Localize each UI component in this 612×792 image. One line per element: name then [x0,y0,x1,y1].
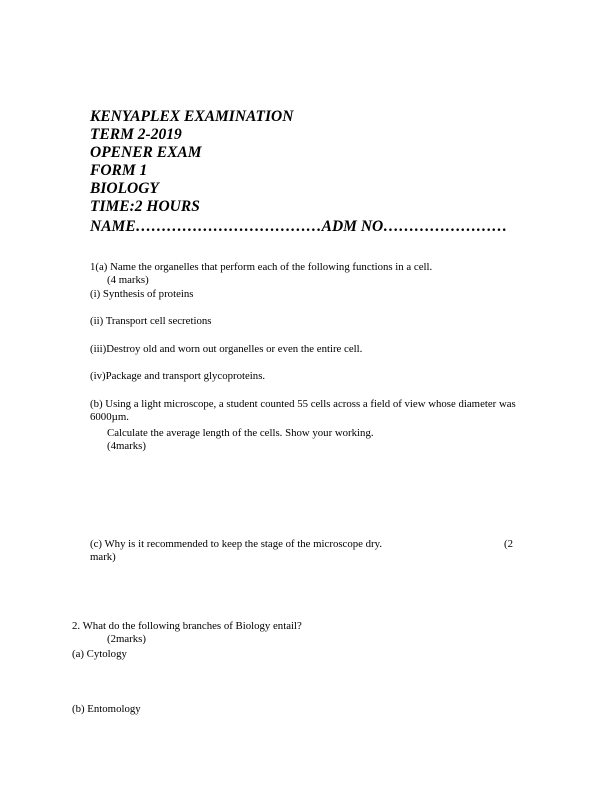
name-adm-line: NAME………………………………ADM NO…………………… [90,218,508,235]
exam-time: TIME:2 HOURS [90,198,200,215]
q1-part-ii: (ii) Transport cell secretions [90,315,212,327]
q1-part-b-calc: Calculate the average length of the cells. Show your working. [107,427,374,439]
q1-part-c-marks-cont: mark) [90,551,116,563]
exam-term: TERM 2-2019 [90,126,182,143]
exam-type: OPENER EXAM [90,144,202,161]
q1-intro: 1(a) Name the organelles that perform each of the following functions in a cell. [90,261,433,273]
q1-part-i: (i) Synthesis of proteins [90,288,194,300]
q2-part-a: (a) Cytology [72,648,127,660]
exam-title: KENYAPLEX EXAMINATION [90,108,294,125]
q1-part-iv: (iv)Package and transport glycoproteins. [90,370,266,382]
q1-part-c-marks: (2 [504,538,513,550]
q1-intro-marks: (4 marks) [107,274,149,286]
exam-form: FORM 1 [90,162,148,179]
q1-part-iii: (iii)Destroy old and worn out organelles or even the entire cell. [90,343,363,355]
q2-intro-marks: (2marks) [107,633,146,645]
exam-subject: BIOLOGY [90,180,159,197]
q1-part-b: (b) Using a light microscope, a student counted 55 cells across a field of view whose diameter was 6000µm. [90,398,516,423]
q1-part-b-marks: (4marks) [107,440,146,452]
q2-part-b: (b) Entomology [72,703,141,715]
q2-intro: 2. What do the following branches of Biology entail? [72,620,302,632]
q1-part-c: (c) Why is it recommended to keep the stage of the microscope dry. [90,538,383,550]
